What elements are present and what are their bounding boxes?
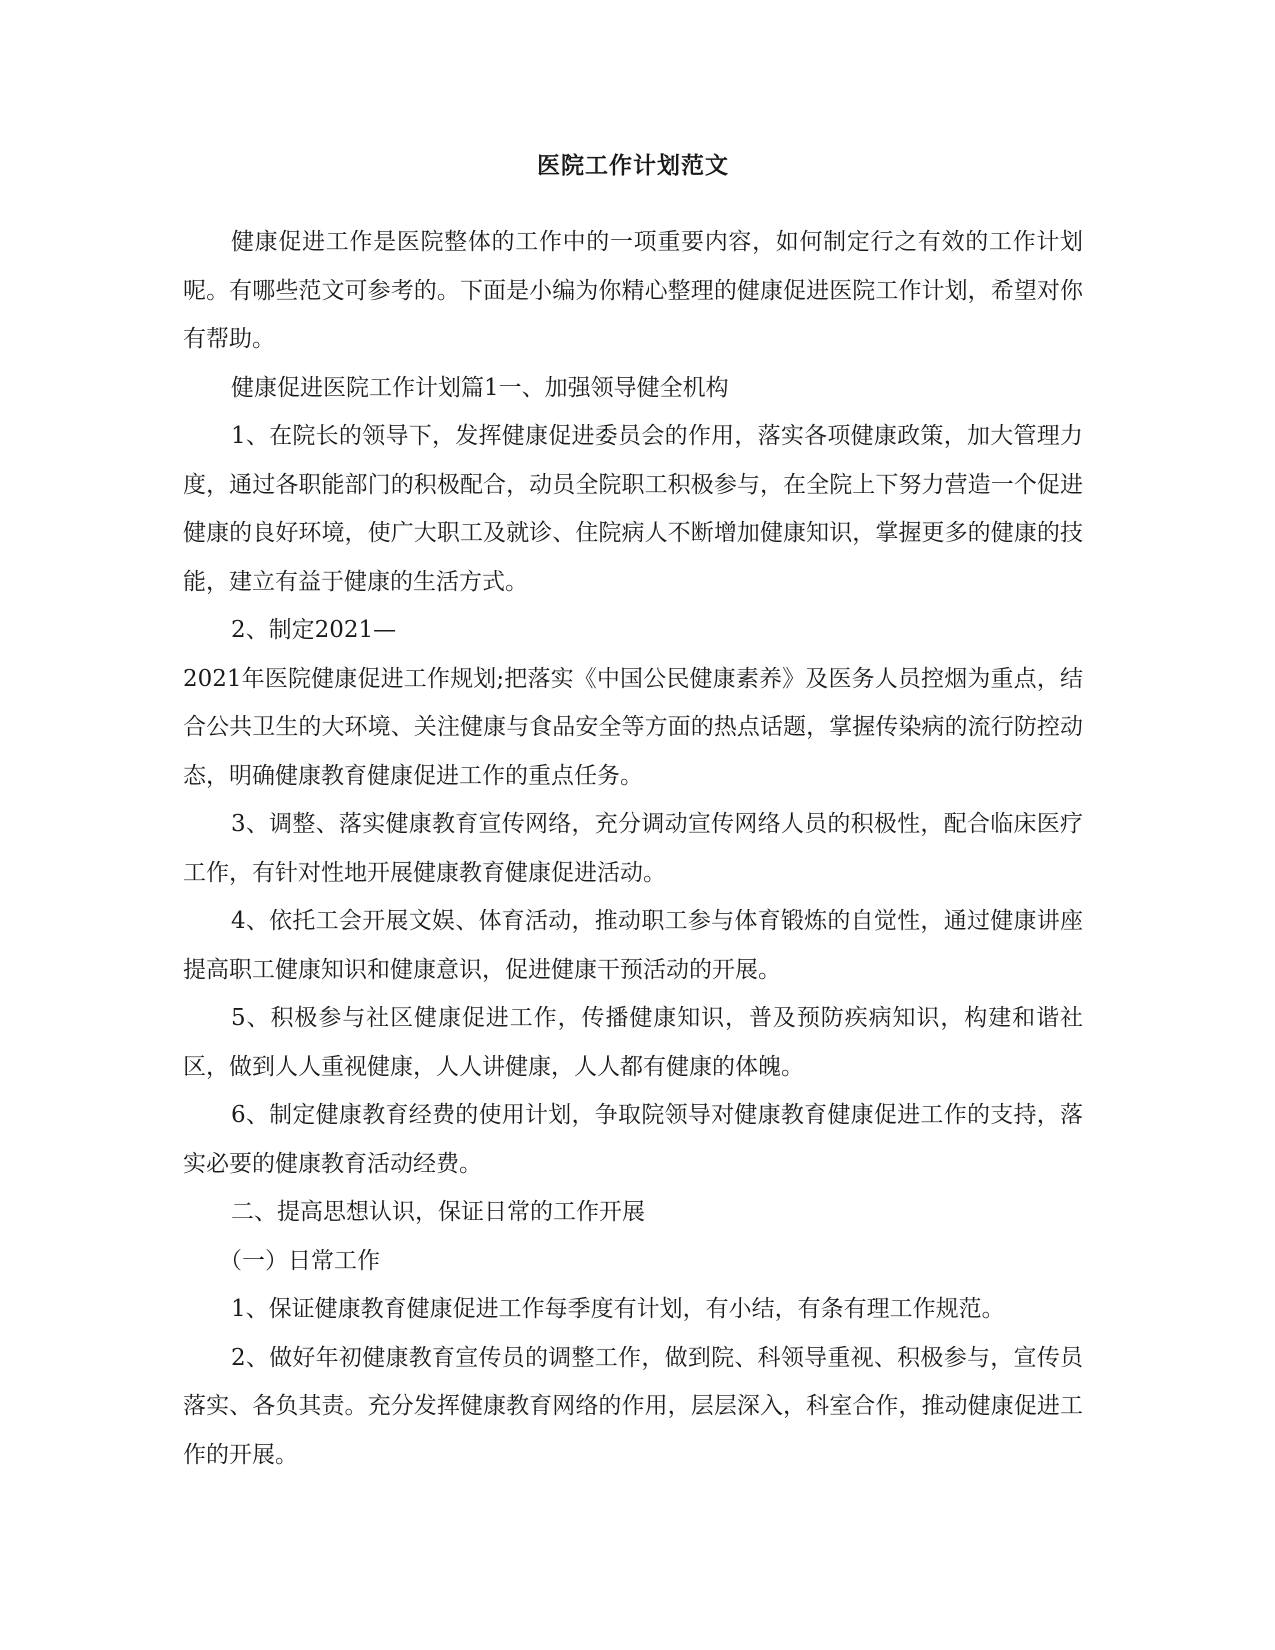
paragraph: 5、积极参与社区健康促进工作，传播健康知识，普及预防疾病知识，构建和谐社区，做到人人重视健康，人人讲健康，人人都有健康的体魄。 xyxy=(183,1005,1083,1080)
document-body xyxy=(183,218,1083,1479)
paragraph: 6、制定健康教育经费的使用计划，争取院领导对健康教育健康促进工作的支持，落实必要的健康教育活动经费。 xyxy=(183,1102,1083,1177)
paragraph: 健康促进医院工作计划篇1一、加强领导健全机构 xyxy=(231,374,729,401)
paragraph: 1、在院长的领导下，发挥健康促进委员会的作用，落实各项健康政策，加大管理力度，通过各职能部门的积极配合，动员全院职工积极参与，在全院上下努力营造一个促进健康的良好环境，使广大职工及就诊、住院病人不断增加健康知识，掌握更多的健康的技能，建立有益于健康的生活方式。 xyxy=(183,423,1083,595)
paragraph: （一）日常工作 xyxy=(219,1247,380,1274)
paragraph: 3、调整、落实健康教育宣传网络，充分调动宣传网络人员的积极性，配合临床医疗工作，有针对性地开展健康教育健康促进活动。 xyxy=(183,811,1083,886)
paragraph: 健康促进工作是医院整体的工作中的一项重要内容，如何制定行之有效的工作计划呢。有哪些范文可参考的。下面是小编为你精心整理的健康促进医院工作计划，希望对你有帮助。 xyxy=(183,229,1083,352)
document-title: 医院工作计划范文 xyxy=(537,152,729,179)
paragraph: 二、提高思想认识，保证日常的工作开展 xyxy=(231,1199,645,1225)
paragraph: 1、保证健康教育健康促进工作每季度有计划，有小结，有条有理工作规范。 xyxy=(231,1296,1005,1322)
paragraph: 2、做好年初健康教育宣传员的调整工作，做到院、科领导重视、积极参与，宣传员落实、各负其责。充分发挥健康教育网络的作用，层层深入，科室合作，推动健康促进工作的开展。 xyxy=(183,1344,1083,1468)
paragraph: 2、制定2021— xyxy=(231,617,397,643)
paragraph: 2021年医院健康促进工作规划;把落实《中国公民健康素养》及医务人员控烟为重点，结合公共卫生的大环境、关注健康与食品安全等方面的热点话题，掌握传染病的流行防控动态，明确健康教育健康促进工作的重点任务。 xyxy=(183,665,1083,789)
paragraph: 4、依托工会开展文娱、体育活动，推动职工参与体育锻炼的自觉性，通过健康讲座提高职工健康知识和健康意识，促进健康干预活动的开展。 xyxy=(183,908,1083,983)
